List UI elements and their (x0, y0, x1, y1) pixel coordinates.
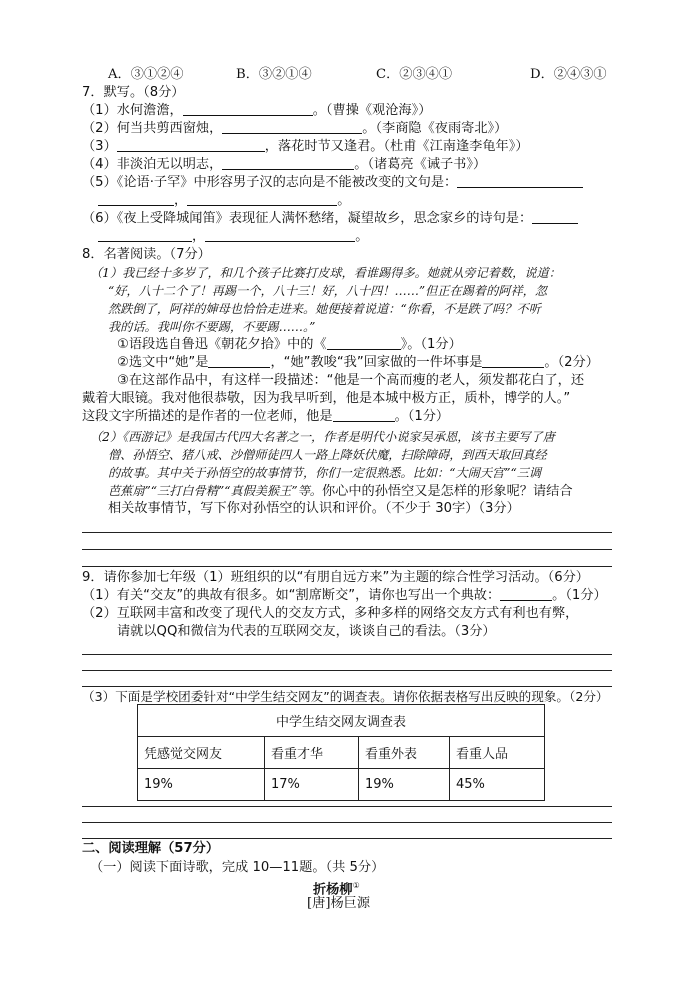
q8-passage-line: 我的话。我叫你不要踢，不要踢……。” (108, 320, 316, 334)
q7-line-5: （5）《论语·子罕》中形容男子汉的志向是不能被改变的文句是： (82, 174, 583, 192)
answer-blank[interactable] (222, 120, 362, 134)
answer-blank[interactable] (457, 174, 583, 188)
answer-blank[interactable] (98, 228, 192, 242)
answer-blank[interactable] (98, 192, 174, 206)
q7-line-6: （6）《夜上受降城闻笛》表现征人满怀愁绪，凝望故乡，思念家乡的诗句是： (82, 210, 578, 228)
q8-sub-2: ②选文中“她”是 ，“她”教唆“我”回家做的一件坏事是 。（2分） (117, 355, 599, 370)
table-header: 看重才华 (265, 737, 359, 769)
answer-blank[interactable] (327, 336, 401, 350)
q8-sub-1: ①语段选自鲁迅《朝花夕拾》中的《 》。（1分） (117, 337, 462, 352)
table-header: 看重人品 (450, 737, 545, 769)
q8-passage-2-line: （2）《西游记》是我国古代四大名著之一，作者是明代小说家吴承恩，该书主要写了唐 (90, 430, 555, 444)
q9-sub-3: （3）下面是学校团委针对“中学生结交网友”的调查表。请你依据表格写出反映的现象。（2分） (82, 689, 609, 704)
q8-passage-line: 然跌倒了，阿祥的婶母也恰恰走进来。她便接着说道：“你看，不是跌了吗？不听 (108, 302, 541, 316)
answer-blank[interactable] (482, 354, 544, 368)
answer-line[interactable] (82, 566, 612, 567)
option-c: C．②③④① (376, 67, 453, 82)
answer-blank[interactable] (500, 587, 552, 601)
poem-title: 折杨柳① (313, 881, 360, 898)
q8-sub-3: ③在这部作品中，有这样一段描述：“他是一个高而瘦的老人，须发都花白了，还 (117, 373, 585, 388)
q8-passage-line: （1）我已经十多岁了，和几个孩子比赛打皮球，看谁踢得多。她就从旁记着数，说道： (90, 266, 561, 280)
q7-line-6-cont: ， 。 (98, 228, 368, 246)
q9-sub-2-cont: 请就以QQ和微信为代表的互联网交友，谈谈自己的看法。（3分） (117, 624, 496, 639)
q7-line-2: （2）何当共剪西窗烛， 。（李商隐《夜雨寄北》） (82, 121, 508, 136)
q7-title: 7．默写。（8分） (82, 85, 185, 100)
q8-passage-2-line: 芭蕉扇”“三打白骨精”“真假美猴王”等。你心中的孙悟空又是怎样的形象呢？请结合 (108, 484, 573, 499)
q7-line-5-cont: ， 。 (98, 192, 350, 210)
q9-sub-1: （1）有关“交友”的典故有很多。如“割席断交”，请你也写出一个典故： 。（1分） (82, 588, 607, 603)
answer-blank[interactable] (183, 102, 313, 116)
answer-blank[interactable] (187, 192, 337, 206)
answer-line[interactable] (82, 822, 612, 823)
q9-sub-2: （2）互联网丰富和改变了现代人的交友方式，多种多样的网络交友方式有利也有弊， (82, 606, 579, 621)
table-cell: 17% (265, 769, 359, 801)
answer-line[interactable] (82, 549, 612, 550)
q7-line-3: （3） ，落花时节又逢君。（杜甫《江南逢李龟年》） (82, 139, 529, 154)
q8-sub-3-end: 这段文字所描述的是作者的一位老师，他是 。（1分） (82, 409, 450, 424)
option-a: A．③①②④ (108, 67, 184, 82)
section-heading: 二、阅读理解（57分） (82, 841, 220, 856)
answer-blank[interactable] (205, 228, 355, 242)
q8-passage-2-line: 的故事。其中关于孙悟空的故事情节，你们一定很熟悉。比如：“大闹天宫”“三调 (108, 466, 542, 480)
survey-table-title: 中学生结交网友调查表 (138, 705, 545, 737)
section-subheading: （一）阅读下面诗歌，完成 10—11题。（共 5分） (90, 860, 385, 875)
answer-blank[interactable] (222, 156, 354, 170)
q8-passage-line: “好，八十二个了！再踢一个，八十三！好，八十四！……”但正在踢着的阿祥，忽 (108, 284, 548, 298)
answer-line[interactable] (82, 806, 612, 807)
q7-line-1: （1）水何澹澹， 。（曹操《观沧海》） (82, 103, 432, 118)
table-header: 看重外表 (359, 737, 450, 769)
table-cell: 45% (450, 769, 545, 801)
footnote-marker: ① (352, 881, 360, 890)
option-d: D．②④③① (530, 67, 607, 82)
answer-blank[interactable] (117, 138, 265, 152)
table-cell: 19% (138, 769, 265, 801)
q9-title: 9．请你参加七年级（1）班组织的以“有朋自远方来”为主题的综合性学习活动。（6分） (82, 570, 589, 585)
answer-blank[interactable] (333, 408, 395, 422)
q8-question-2: 相关故事情节，写下你对孙悟空的认识和评价。（不少于 30字）（3分） (108, 501, 520, 516)
table-header: 凭感觉交网友 (138, 737, 265, 769)
q8-sub-3-cont: 戴着大眼镜。我对他很恭敬，因为我早听到，他是本城中极方正，质朴，博学的人。” (82, 391, 571, 406)
q8-passage-2-line: 僧、孙悟空、猪八戒、沙僧师徒四人一路上降妖伏魔，扫除障碍，到西天取回真经 (108, 448, 547, 462)
answer-line[interactable] (82, 838, 612, 839)
survey-table (137, 704, 545, 801)
answer-line[interactable] (82, 654, 612, 655)
option-b: B．③②①④ (236, 67, 312, 82)
poem-author: [唐]杨巨源 (307, 896, 371, 911)
answer-line[interactable] (82, 532, 612, 533)
table-cell: 19% (359, 769, 450, 801)
q8-title: 8．名著阅读。（7分） (82, 247, 211, 262)
answer-blank[interactable] (208, 354, 270, 368)
q7-line-4: （4）非淡泊无以明志， 。（诸葛亮《诫子书》） (82, 157, 487, 172)
answer-line[interactable] (82, 670, 612, 671)
answer-line[interactable] (82, 686, 612, 687)
answer-blank[interactable] (532, 210, 578, 224)
